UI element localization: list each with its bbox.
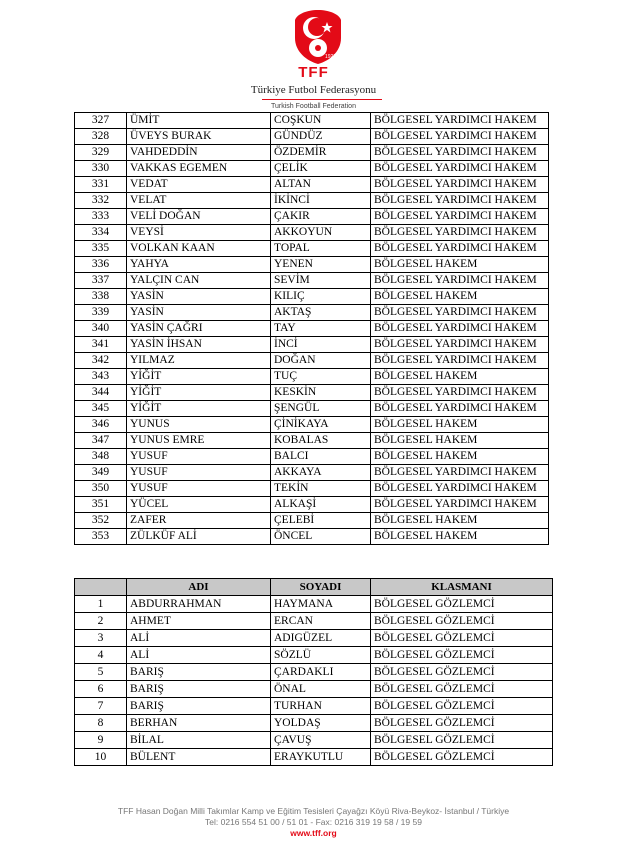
referee-table: [74, 112, 549, 545]
table-row: [75, 513, 549, 529]
cell-name: YİĞİT: [127, 401, 271, 417]
table-row: [75, 613, 553, 630]
table-row: [75, 161, 549, 177]
cell-classification: BÖLGESEL GÖZLEMCİ: [371, 749, 553, 766]
svg-text:1923: 1923: [325, 54, 337, 60]
cell-classification: BÖLGESEL YARDIMCI HAKEM: [371, 145, 549, 161]
cell-surname: ÇAVUŞ: [271, 732, 371, 749]
cell-number: 337: [75, 273, 127, 289]
cell-surname: ADIGÜZEL: [271, 630, 371, 647]
header-surname: SOYADI: [271, 579, 371, 596]
cell-surname: GÜNDÜZ: [271, 129, 371, 145]
cell-number: 8: [75, 715, 127, 732]
cell-surname: TOPAL: [271, 241, 371, 257]
cell-classification: BÖLGESEL HAKEM: [371, 433, 549, 449]
cell-number: 4: [75, 647, 127, 664]
cell-name: ZAFER: [127, 513, 271, 529]
cell-surname: KOBALAS: [271, 433, 371, 449]
cell-surname: ALKAŞİ: [271, 497, 371, 513]
table-row: [75, 433, 549, 449]
table-row: [75, 289, 549, 305]
cell-classification: BÖLGESEL HAKEM: [371, 513, 549, 529]
cell-surname: DOĞAN: [271, 353, 371, 369]
table-row: [75, 353, 549, 369]
header-divider: [262, 99, 382, 100]
cell-surname: COŞKUN: [271, 113, 371, 129]
cell-classification: BÖLGESEL YARDIMCI HAKEM: [371, 113, 549, 129]
table-row: [75, 177, 549, 193]
cell-surname: ÇİNİKAYA: [271, 417, 371, 433]
cell-classification: BÖLGESEL YARDIMCI HAKEM: [371, 353, 549, 369]
observer-table-body: [75, 596, 553, 766]
cell-surname: ERAYKUTLU: [271, 749, 371, 766]
cell-name: YUSUF: [127, 465, 271, 481]
cell-classification: BÖLGESEL YARDIMCI HAKEM: [371, 161, 549, 177]
federation-name-en: Turkish Football Federation: [271, 103, 356, 110]
cell-number: 9: [75, 732, 127, 749]
cell-surname: ÇAKIR: [271, 209, 371, 225]
cell-classification: BÖLGESEL HAKEM: [371, 417, 549, 433]
cell-number: 5: [75, 664, 127, 681]
cell-classification: BÖLGESEL GÖZLEMCİ: [371, 647, 553, 664]
cell-number: 3: [75, 630, 127, 647]
cell-name: YUSUF: [127, 449, 271, 465]
table-row: [75, 749, 553, 766]
cell-surname: TEKİN: [271, 481, 371, 497]
cell-surname: ERCAN: [271, 613, 371, 630]
cell-name: YİĞİT: [127, 385, 271, 401]
cell-classification: BÖLGESEL YARDIMCI HAKEM: [371, 337, 549, 353]
cell-classification: BÖLGESEL YARDIMCI HAKEM: [371, 321, 549, 337]
cell-name: YAHYA: [127, 257, 271, 273]
table-header-row: [75, 579, 553, 596]
cell-classification: BÖLGESEL YARDIMCI HAKEM: [371, 481, 549, 497]
cell-number: 2: [75, 613, 127, 630]
table-row: [75, 401, 549, 417]
cell-classification: BÖLGESEL YARDIMCI HAKEM: [371, 385, 549, 401]
table-row: [75, 417, 549, 433]
table-row: [75, 257, 549, 273]
cell-surname: YENEN: [271, 257, 371, 273]
cell-name: BARIŞ: [127, 664, 271, 681]
cell-number: 343: [75, 369, 127, 385]
header-title: TFF: [298, 64, 329, 81]
cell-name: VAKKAS EGEMEN: [127, 161, 271, 177]
cell-number: 338: [75, 289, 127, 305]
cell-number: 342: [75, 353, 127, 369]
cell-number: 330: [75, 161, 127, 177]
cell-surname: HAYMANA: [271, 596, 371, 613]
page-footer: [0, 806, 627, 839]
cell-classification: BÖLGESEL GÖZLEMCİ: [371, 596, 553, 613]
table-row: [75, 273, 549, 289]
cell-number: 329: [75, 145, 127, 161]
cell-name: YİĞİT: [127, 369, 271, 385]
cell-name: BİLAL: [127, 732, 271, 749]
cell-number: 6: [75, 681, 127, 698]
cell-surname: TAY: [271, 321, 371, 337]
table-row: [75, 497, 549, 513]
cell-surname: ÖNAL: [271, 681, 371, 698]
table-row: [75, 664, 553, 681]
header-classification: KLASMANI: [371, 579, 553, 596]
cell-number: 347: [75, 433, 127, 449]
cell-classification: BÖLGESEL HAKEM: [371, 257, 549, 273]
cell-number: 341: [75, 337, 127, 353]
tff-logo-icon: [289, 8, 347, 66]
cell-classification: BÖLGESEL GÖZLEMCİ: [371, 698, 553, 715]
cell-name: ALİ: [127, 630, 271, 647]
cell-surname: ALTAN: [271, 177, 371, 193]
footer-address: TFF Hasan Doğan Milli Takımlar Kamp ve Eğitim Tesisleri Çayağzı Köyü Riva-Beykoz- İstanbul / Türkiye: [117, 806, 510, 816]
cell-surname: ÖZDEMİR: [271, 145, 371, 161]
cell-surname: KESKİN: [271, 385, 371, 401]
table-row: [75, 385, 549, 401]
cell-classification: BÖLGESEL HAKEM: [371, 289, 549, 305]
cell-surname: ÇELEBİ: [271, 513, 371, 529]
federation-name: Türkiye Futbol Federasyonu: [250, 84, 377, 96]
cell-name: YUSUF: [127, 481, 271, 497]
table-row: [75, 481, 549, 497]
cell-name: YILMAZ: [127, 353, 271, 369]
table-row: [75, 145, 549, 161]
observer-table: [74, 578, 553, 766]
cell-surname: SEVİM: [271, 273, 371, 289]
cell-name: YASİN: [127, 289, 271, 305]
cell-surname: İNCİ: [271, 337, 371, 353]
cell-classification: BÖLGESEL GÖZLEMCİ: [371, 715, 553, 732]
cell-surname: ŞENGÜL: [271, 401, 371, 417]
cell-number: 349: [75, 465, 127, 481]
cell-surname: TUÇ: [271, 369, 371, 385]
cell-name: YALÇIN CAN: [127, 273, 271, 289]
cell-classification: BÖLGESEL YARDIMCI HAKEM: [371, 225, 549, 241]
cell-name: AHMET: [127, 613, 271, 630]
cell-classification: BÖLGESEL GÖZLEMCİ: [371, 732, 553, 749]
cell-classification: BÖLGESEL HAKEM: [371, 529, 549, 545]
cell-name: VELAT: [127, 193, 271, 209]
cell-number: 7: [75, 698, 127, 715]
cell-number: 350: [75, 481, 127, 497]
cell-number: 353: [75, 529, 127, 545]
cell-classification: BÖLGESEL YARDIMCI HAKEM: [371, 209, 549, 225]
cell-number: 332: [75, 193, 127, 209]
cell-surname: ÇELİK: [271, 161, 371, 177]
table-row: [75, 369, 549, 385]
cell-number: 336: [75, 257, 127, 273]
cell-surname: AKKAYA: [271, 465, 371, 481]
cell-surname: TURHAN: [271, 698, 371, 715]
table-row: [75, 113, 549, 129]
table-row: [75, 465, 549, 481]
cell-number: 327: [75, 113, 127, 129]
cell-name: YUNUS: [127, 417, 271, 433]
cell-surname: ÖNCEL: [271, 529, 371, 545]
cell-classification: BÖLGESEL GÖZLEMCİ: [371, 613, 553, 630]
cell-name: ZÜLKÜF ALİ: [127, 529, 271, 545]
cell-number: 333: [75, 209, 127, 225]
cell-surname: BALCI: [271, 449, 371, 465]
cell-number: 339: [75, 305, 127, 321]
table-row: [75, 193, 549, 209]
page-header: [0, 0, 627, 118]
cell-surname: AKTAŞ: [271, 305, 371, 321]
cell-number: 346: [75, 417, 127, 433]
cell-classification: BÖLGESEL HAKEM: [371, 449, 549, 465]
table-row: [75, 596, 553, 613]
cell-classification: BÖLGESEL YARDIMCI HAKEM: [371, 401, 549, 417]
cell-surname: ÇARDAKLI: [271, 664, 371, 681]
header-name: ADI: [127, 579, 271, 596]
cell-classification: BÖLGESEL HAKEM: [371, 369, 549, 385]
cell-classification: BÖLGESEL YARDIMCI HAKEM: [371, 241, 549, 257]
cell-number: 328: [75, 129, 127, 145]
cell-classification: BÖLGESEL YARDIMCI HAKEM: [371, 305, 549, 321]
cell-name: ÜVEYS BURAK: [127, 129, 271, 145]
cell-number: 1: [75, 596, 127, 613]
cell-name: ABDURRAHMAN: [127, 596, 271, 613]
cell-surname: SÖZLÜ: [271, 647, 371, 664]
cell-name: YASİN İHSAN: [127, 337, 271, 353]
cell-name: VEYSİ: [127, 225, 271, 241]
cell-number: 334: [75, 225, 127, 241]
cell-name: VAHDEDDİN: [127, 145, 271, 161]
cell-name: VOLKAN KAAN: [127, 241, 271, 257]
cell-number: 344: [75, 385, 127, 401]
cell-classification: BÖLGESEL YARDIMCI HAKEM: [371, 273, 549, 289]
cell-name: BÜLENT: [127, 749, 271, 766]
cell-number: 351: [75, 497, 127, 513]
cell-number: 348: [75, 449, 127, 465]
cell-number: 345: [75, 401, 127, 417]
cell-name: BARIŞ: [127, 681, 271, 698]
table-row: [75, 529, 549, 545]
table-row: [75, 241, 549, 257]
cell-name: ALİ: [127, 647, 271, 664]
table-row: [75, 337, 549, 353]
cell-name: YÜCEL: [127, 497, 271, 513]
table-row: [75, 715, 553, 732]
cell-classification: BÖLGESEL GÖZLEMCİ: [371, 630, 553, 647]
cell-name: ÜMİT: [127, 113, 271, 129]
cell-number: 331: [75, 177, 127, 193]
table-row: [75, 732, 553, 749]
cell-classification: BÖLGESEL YARDIMCI HAKEM: [371, 177, 549, 193]
cell-name: VEDAT: [127, 177, 271, 193]
cell-name: YASİN: [127, 305, 271, 321]
cell-classification: BÖLGESEL YARDIMCI HAKEM: [371, 465, 549, 481]
cell-classification: BÖLGESEL YARDIMCI HAKEM: [371, 129, 549, 145]
cell-number: 340: [75, 321, 127, 337]
cell-name: YUNUS EMRE: [127, 433, 271, 449]
header-number: [75, 579, 127, 596]
footer-phone: Tel: 0216 554 51 00 / 51 01 - Fax: 0216 319 19 58 / 19 59: [205, 817, 422, 827]
cell-name: VELİ DOĞAN: [127, 209, 271, 225]
table-row: [75, 129, 549, 145]
table-row: [75, 681, 553, 698]
cell-number: 352: [75, 513, 127, 529]
table-row: [75, 449, 549, 465]
cell-classification: BÖLGESEL YARDIMCI HAKEM: [371, 193, 549, 209]
cell-surname: İKİNCİ: [271, 193, 371, 209]
referee-table-body: [75, 113, 549, 545]
table-row: [75, 698, 553, 715]
cell-name: BARIŞ: [127, 698, 271, 715]
cell-classification: BÖLGESEL YARDIMCI HAKEM: [371, 497, 549, 513]
cell-number: 10: [75, 749, 127, 766]
cell-surname: KILIÇ: [271, 289, 371, 305]
table-row: [75, 305, 549, 321]
footer-website-link[interactable]: www.tff.org: [290, 828, 337, 838]
table-row: [75, 321, 549, 337]
table-row: [75, 209, 549, 225]
cell-classification: BÖLGESEL GÖZLEMCİ: [371, 681, 553, 698]
cell-surname: YOLDAŞ: [271, 715, 371, 732]
cell-name: BERHAN: [127, 715, 271, 732]
table-row: [75, 225, 549, 241]
table-row: [75, 630, 553, 647]
table-row: [75, 647, 553, 664]
cell-number: 335: [75, 241, 127, 257]
cell-surname: AKKOYUN: [271, 225, 371, 241]
cell-name: YASİN ÇAĞRI: [127, 321, 271, 337]
cell-classification: BÖLGESEL GÖZLEMCİ: [371, 664, 553, 681]
